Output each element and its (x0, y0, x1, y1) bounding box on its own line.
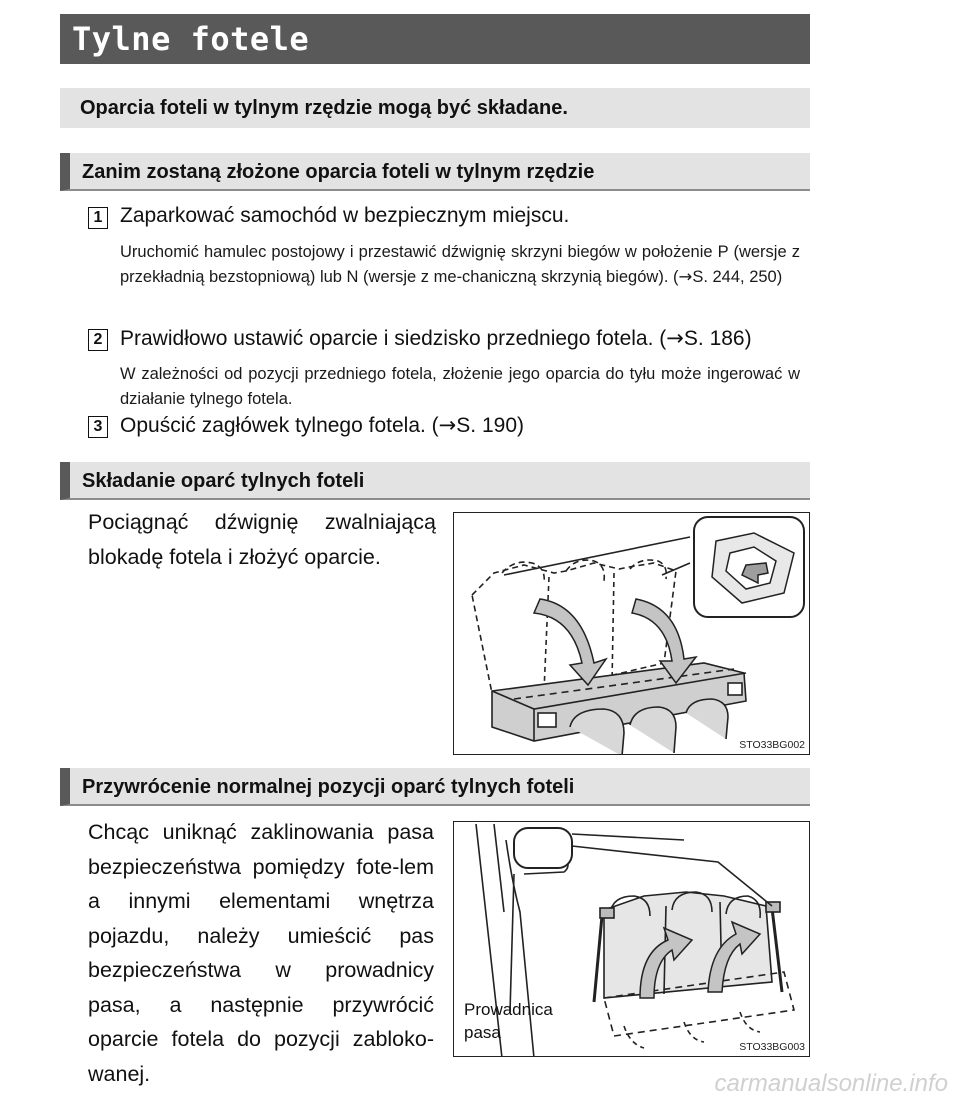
figure-restoring-seats (453, 821, 810, 1057)
figure-code-fold: STO33BG002 (739, 739, 805, 751)
step-3-text-main: Opuścić zagłówek tylnego fotela. ( (120, 414, 439, 437)
arrow-right-icon: → (666, 326, 684, 350)
step-2-text-main: Prawidłowo ustawić oparcie i siedzisko przedniego fotela. ( (120, 327, 667, 350)
intro-banner: Oparcia foteli w tylnym rzędzie mogą być składane. (60, 88, 810, 128)
section-heading-folding: Składanie oparć tylnych foteli (60, 462, 810, 500)
step-1-note-text: Uruchomić hamulec postojowy i przestawić dźwignię skrzyni biegów w położenie P (wersje z przekładnią bezstopniową) lub N (wersje z me-chaniczną skrzynią biegów). ( (120, 243, 800, 286)
folding-instruction: Pociągnąć dźwignię zwalniającą blokadę fotela i złożyć oparcie. (88, 510, 436, 569)
callout-line-1: Prowadnica (464, 1000, 553, 1019)
arrow-right-icon: → (438, 413, 457, 437)
step-2-page-ref: S. 186) (683, 327, 752, 350)
restoring-instruction: Chcąc uniknąć zaklinowania pasa bezpieczeństwa pomiędzy fote-lem a innymi elementami wnętrza pojazdu, należy umieścić pas bezpieczeństwa w prowadnicy pasa, a następnie przywrócić oparcie fotela do pozycji zabloko-wanej. (88, 820, 434, 1086)
figure-code-restore: STO33BG003 (739, 1041, 805, 1053)
step-3-page-ref: S. 190) (456, 414, 524, 437)
step-1-note (120, 240, 800, 289)
step-3-text (120, 413, 524, 438)
callout-line-2: pasa (464, 1023, 501, 1042)
step-2-text (120, 326, 752, 351)
step-number-badge: 3 (88, 416, 108, 438)
figure-folding-seats (453, 512, 810, 755)
step-1-text: Zaparkować samochód w bezpiecznym miejscu. (120, 204, 570, 227)
arrow-right-icon: → (678, 266, 693, 286)
step-number-badge: 2 (88, 329, 108, 351)
section-heading-restoring: Przywrócenie normalnej pozycji oparć tylnych foteli (60, 768, 810, 806)
step-1-page-ref: S. 244, 250) (692, 267, 783, 286)
watermark: carmanualsonline.info (714, 1070, 948, 1097)
step-number-badge: 1 (88, 207, 108, 229)
rear-seat-fold-illustration (454, 513, 810, 755)
step-2-note: W zależności od pozycji przedniego fotela, złożenie jego oparcia do tyłu może ingerować w działanie tylnego fotela. (120, 365, 800, 408)
belt-guide-callout (464, 998, 553, 1044)
page-title: Tylne fotele (60, 14, 810, 64)
section-heading-before-folding: Zanim zostaną złożone oparcia foteli w tylnym rzędzie (60, 153, 810, 191)
